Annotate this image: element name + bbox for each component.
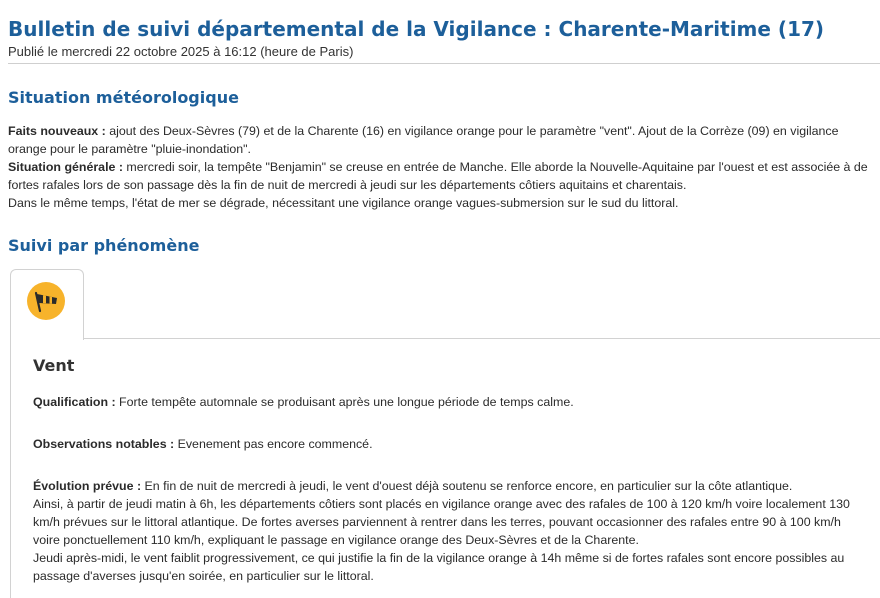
observations-text: Evenement pas encore commencé. xyxy=(174,437,373,451)
evolution-block xyxy=(33,477,870,585)
situation-generale-label: Situation générale : xyxy=(8,160,123,174)
situation-generale-paragraph xyxy=(8,158,880,194)
windsock-icon xyxy=(27,282,65,320)
qualification-label: Qualification : xyxy=(33,395,116,409)
bulletin-header xyxy=(8,16,880,61)
qualification-block xyxy=(33,393,870,411)
panel-left-border xyxy=(10,338,11,598)
qualification-text: Forte tempête automnale se produisant après une longue période de temps calme. xyxy=(115,395,574,409)
faits-nouveaux-text: ajout des Deux-Sèvres (79) et de la Charente (16) en vigilance orange pour le paramètre "vent". Ajout de la Corrèze (09) en vigilance orange pour le paramètre "pluie-inondation". xyxy=(8,124,839,156)
situation-generale-text: mercredi soir, la tempête "Benjamin" se creuse en entrée de Manche. Elle aborde la Nouvelle-Aquitaine par l'ouest et est associée à de fortes rafales lors de son passage dès la fin de nuit de mercredi à jeudi sur les départements côtiers aquitains et charentais. xyxy=(8,160,868,192)
faits-nouveaux-paragraph xyxy=(8,122,880,158)
situation-heading: Situation météorologique xyxy=(8,88,239,107)
situation-section xyxy=(8,122,880,212)
phenomene-title: Vent xyxy=(33,356,75,375)
page-title: Bulletin de suivi départemental de la Vigilance : Charente-Maritime (17) xyxy=(8,17,825,41)
evolution-label: Évolution prévue : xyxy=(33,479,142,493)
header-divider xyxy=(8,63,880,64)
observations-label: Observations notables : xyxy=(33,437,175,451)
suivi-heading: Suivi par phénomène xyxy=(8,236,200,255)
tab-vent[interactable] xyxy=(10,269,84,340)
evolution-paragraph-2: Ainsi, à partir de jeudi matin à 6h, les départements côtiers sont placés en vigilance orange avec des rafales de 100 à 120 km/h voire localement 130 km/h prévues sur le littoral atlantique. De fortes averses parviennent à rentrer dans les terres, pouvant occasionner des rafales entre 90 à 100 km/h voire ponctuellement 110 km/h, expliquant le passage en vigilance orange des Deux-Sèvres et de la Charente. xyxy=(33,497,850,547)
evolution-text: En fin de nuit de mercredi à jeudi, le vent d'ouest déjà soutenu se renforce encore, en particulier sur la côte atlantique. xyxy=(141,479,793,493)
faits-nouveaux-label: Faits nouveaux : xyxy=(8,124,106,138)
evolution-paragraph-3: Jeudi après-midi, le vent faiblit progressivement, ce qui justifie la fin de la vigilance orange à 14h même si de fortes rafales sont encore possibles au passage d'averses jusqu'en soirée, en particulier sur le littoral. xyxy=(33,551,845,583)
etat-mer-paragraph: Dans le même temps, l'état de mer se dégrade, nécessitant une vigilance orange vagues-submersion sur le sud du littoral. xyxy=(8,196,679,210)
observations-block xyxy=(33,435,870,453)
publication-date: Publié le mercredi 22 octobre 2025 à 16:12 (heure de Paris) xyxy=(8,44,354,59)
panel-top-border xyxy=(82,338,880,339)
